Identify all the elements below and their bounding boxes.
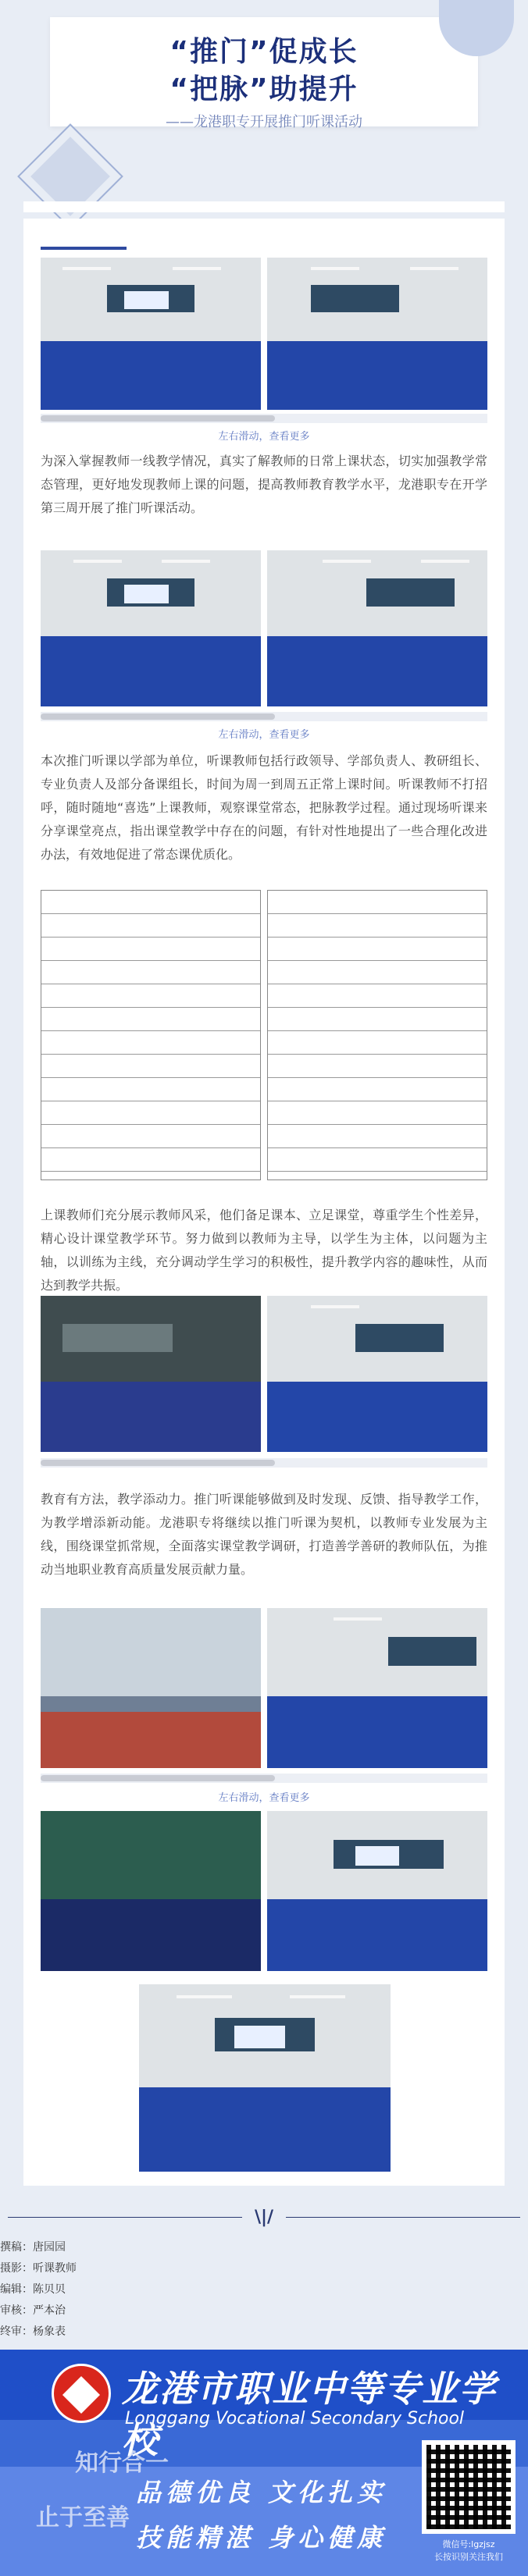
subtitle: ——龙港职专开展推门听课活动 <box>166 114 362 130</box>
accent-rule <box>41 247 127 250</box>
lesson-plan-document[interactable] <box>41 890 261 1180</box>
paragraph-4: 教育有方法，教学添动力。推门听课能够做到及时发现、反馈、指导教学工作，为教学增添新动能。龙港职专将继续以推门听课为契机，以教师专业发展为主线，围绕课堂抓常规，全面落实课堂教学调研，打造善学善研的教师队伍，为推动当地职业教育高质量发展贡献力量。 <box>41 1492 487 1577</box>
credit-writer: 撰稿：唐园园 <box>0 2241 66 2254</box>
lesson-plan-document[interactable] <box>267 890 487 1180</box>
credit-photographer: 摄影：听课教师 <box>0 2262 77 2275</box>
title-line-1: “推门”促成长 <box>169 36 359 68</box>
gallery-scrollbar[interactable] <box>41 1458 487 1468</box>
article-header <box>0 0 528 234</box>
classroom-photo[interactable] <box>41 550 261 706</box>
computer-lab-photo[interactable] <box>41 1296 261 1452</box>
swipe-hint: 左右滑动，查看更多 <box>218 1792 310 1804</box>
gallery-scrollbar[interactable] <box>41 1774 487 1783</box>
computer-lab-photo[interactable] <box>41 1811 261 1971</box>
title-line-2: “把脉”助提升 <box>169 73 359 105</box>
content-panel <box>23 219 505 2186</box>
qr-code[interactable] <box>422 2440 516 2534</box>
credit-editor: 编辑：陈贝贝 <box>0 2283 66 2296</box>
paragraph-1: 为深入掌握教师一线教学情况，真实了解教师的日常上课状态，切实加强教学常态管理，更好地发现教师上课的问题，提高教师教育教学水平，龙港职专在开学第三周开展了推门听课活动。 <box>41 454 487 515</box>
classroom-photo[interactable] <box>139 1984 391 2172</box>
gallery-scrollbar[interactable] <box>41 712 487 721</box>
classroom-photo[interactable] <box>267 258 487 410</box>
paragraph-3: 上课教师们充分展示教师风采，他们备足课本、立足课堂，尊重学生个性差异，精心设计课堂教学环节。努力做到以教师为主导，以学生为主体，以问题为主轴，以训练为主线，充分调动学生学习的积极性，提升教学内容的趣味性，从而达到教学共振。 <box>41 1208 487 1293</box>
gallery-scrollbar[interactable] <box>41 414 487 423</box>
swipe-hint: 左右滑动，查看更多 <box>218 431 310 443</box>
classroom-photo[interactable] <box>267 1608 487 1768</box>
classroom-photo[interactable] <box>41 258 261 410</box>
slogan-line-1: 品德优良 文化扎实 <box>136 2478 387 2507</box>
credits <box>0 2237 77 2343</box>
classroom-photo[interactable] <box>267 550 487 706</box>
slogan-line-2: 技能精湛 身心健康 <box>136 2523 387 2553</box>
outdoor-activity-photo[interactable] <box>41 1608 261 1768</box>
school-name-en: Longgang Vocational Secondary School <box>125 2409 465 2428</box>
calligraphy-text: 知行合一 <box>75 2450 169 2477</box>
qr-caption-line-2: 长按识别关注我们 <box>434 2552 503 2562</box>
classroom-photo[interactable] <box>267 1296 487 1452</box>
credit-final-reviewer: 终审：杨象表 <box>0 2325 66 2338</box>
school-name-cn: 龙港市职业中等专业学校 <box>122 2368 497 2461</box>
classroom-photo[interactable] <box>267 1811 487 1971</box>
header-bar <box>23 201 505 212</box>
calligraphy-text: 止于至善 <box>36 2504 130 2532</box>
paragraph-2: 本次推门听课以学部为单位，听课教师包括行政领导、学部负责人、教研组长、专业负责人及部分备课组长，时间为周一到周五正常上课时间。听课教师不打招呼，随时随地“喜选”上课教师，观察课堂常态，把脉教学过程。通过现场听课来分享课堂亮点，指出课堂教学中存在的问题，有针对性地提出了一些合理化改进办法，有效地促进了常态课优质化。 <box>41 753 487 862</box>
credit-reviewer: 审核：严本治 <box>0 2304 66 2317</box>
school-banner <box>0 2350 528 2576</box>
swipe-hint: 左右滑动，查看更多 <box>218 729 310 741</box>
qr-caption <box>414 2539 523 2564</box>
divider-mark: \|/ <box>254 2208 274 2227</box>
school-logo-icon <box>52 2364 111 2423</box>
qr-caption-line-1: 微信号:lgzjsz <box>442 2539 495 2549</box>
